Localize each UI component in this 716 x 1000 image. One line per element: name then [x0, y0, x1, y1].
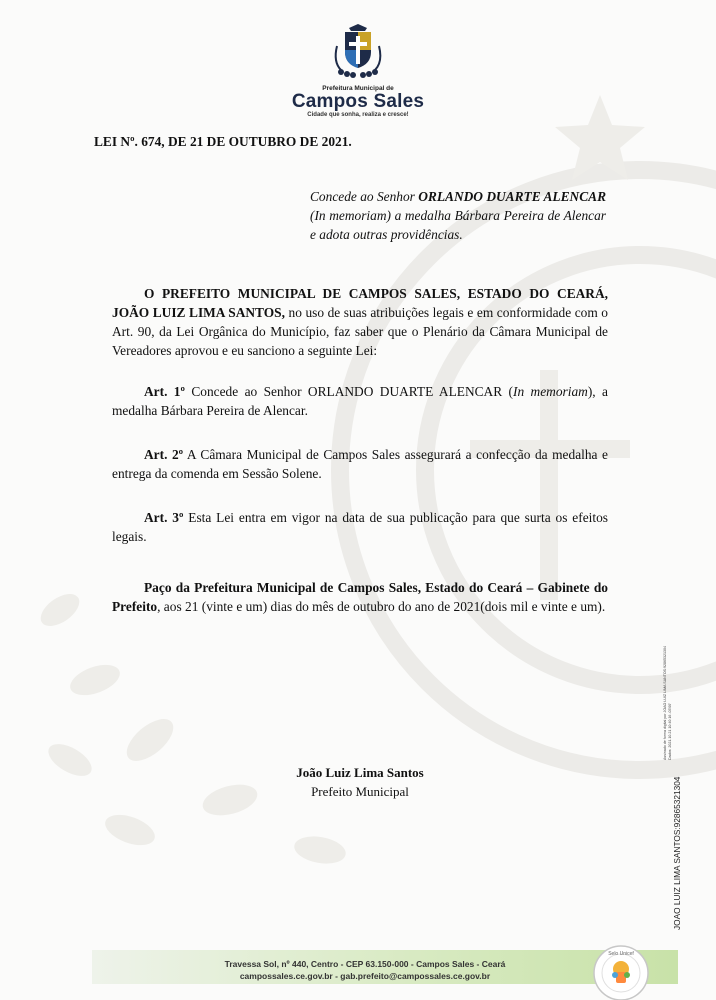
footer-address-line: Travessa Sol, nº 440, Centro - CEP 63.150-000 - Campos Sales - Ceará: [224, 959, 506, 969]
preamble-bold: O PREFEITO MUNICIPAL DE CAMPOS SALES, ESTADO DO CEARÁ, JOÃO LUIZ LIMA SANTOS,: [112, 286, 608, 320]
digital-signature-date: Dados: 2021.10.21 10:40:16 -03'00': [668, 703, 672, 760]
digital-signature-note: Assinado de forma digital por JOAO LUIZ LIMA SANTOS:92865321304: [663, 646, 667, 760]
signatory-name: João Luiz Lima Santos: [296, 765, 424, 780]
brand-name: Campos Sales: [291, 91, 425, 112]
slogan: Cidade que sonha, realiza e cresce!: [307, 112, 409, 118]
article-2: [112, 445, 608, 483]
footer-address: [190, 958, 540, 982]
footer: [0, 944, 716, 992]
letterhead: [288, 22, 428, 118]
article-2-label: Art. 2º: [144, 447, 184, 462]
ementa-honoree: ORLANDO DUARTE ALENCAR: [418, 189, 607, 204]
seal-label: Selo Unicef: [608, 951, 634, 957]
footer-contact-line: campossales.ce.gov.br - gab.prefeito@campossales.ce.gov.br: [239, 971, 491, 981]
city-crest-icon: [327, 22, 389, 84]
article-1: [112, 382, 608, 420]
law-title: LEI Nº. 674, DE 21 DE OUTUBRO DE 2021.: [94, 134, 352, 149]
ementa-text-1: Concede ao Senhor: [310, 189, 419, 204]
article-1-label: Art. 1º: [144, 384, 185, 399]
closing-text: , aos 21 (vinte e um) dias do mês de outubro do ano de 2021(dois mil e vinte e um).: [157, 599, 606, 614]
digital-signature-stamp: JOAO LUIZ LIMA SANTOS:92865321304: [672, 776, 682, 930]
signatory-role: Prefeito Municipal: [311, 784, 409, 799]
article-3-label: Art. 3º: [144, 510, 184, 525]
closing-paragraph: [112, 578, 608, 616]
preamble-text: no uso de suas atribuições legais e em conformidade com o Art. 90, da Lei Orgânica do Município, faz saber que o Plenário da Câmara Municipal de Vereadores aprovou e eu sanciono a seguinte Lei:: [112, 305, 608, 358]
article-1-text-end: ), a medalha Bárbara Pereira de Alencar.: [112, 384, 608, 418]
ementa-text-2: (In memoriam) a medalha Bárbara Pereira de Alencar e adota outras providências.: [310, 208, 606, 242]
preamble: [112, 284, 608, 360]
article-1-italic: In memoriam: [513, 384, 588, 399]
closing-bold: Paço da Prefeitura Municipal de Campos Sales, Estado do Ceará – Gabinete do Prefeito: [112, 580, 608, 614]
prefeitura-label: Prefeitura Municipal de: [322, 85, 394, 92]
article-3: [112, 508, 608, 546]
article-1-text: Concede ao Senhor ORLANDO DUARTE ALENCAR (: [184, 384, 514, 399]
ementa: [310, 187, 606, 244]
article-2-text: A Câmara Municipal de Campos Sales assegurará a confecção da medalha e entrega da comenda em Sessão Solene.: [112, 447, 608, 481]
article-3-text: Esta Lei entra em vigor na data de sua publicação para que surta os efeitos legais.: [112, 510, 608, 544]
unicef-seal-icon: [592, 944, 650, 1000]
